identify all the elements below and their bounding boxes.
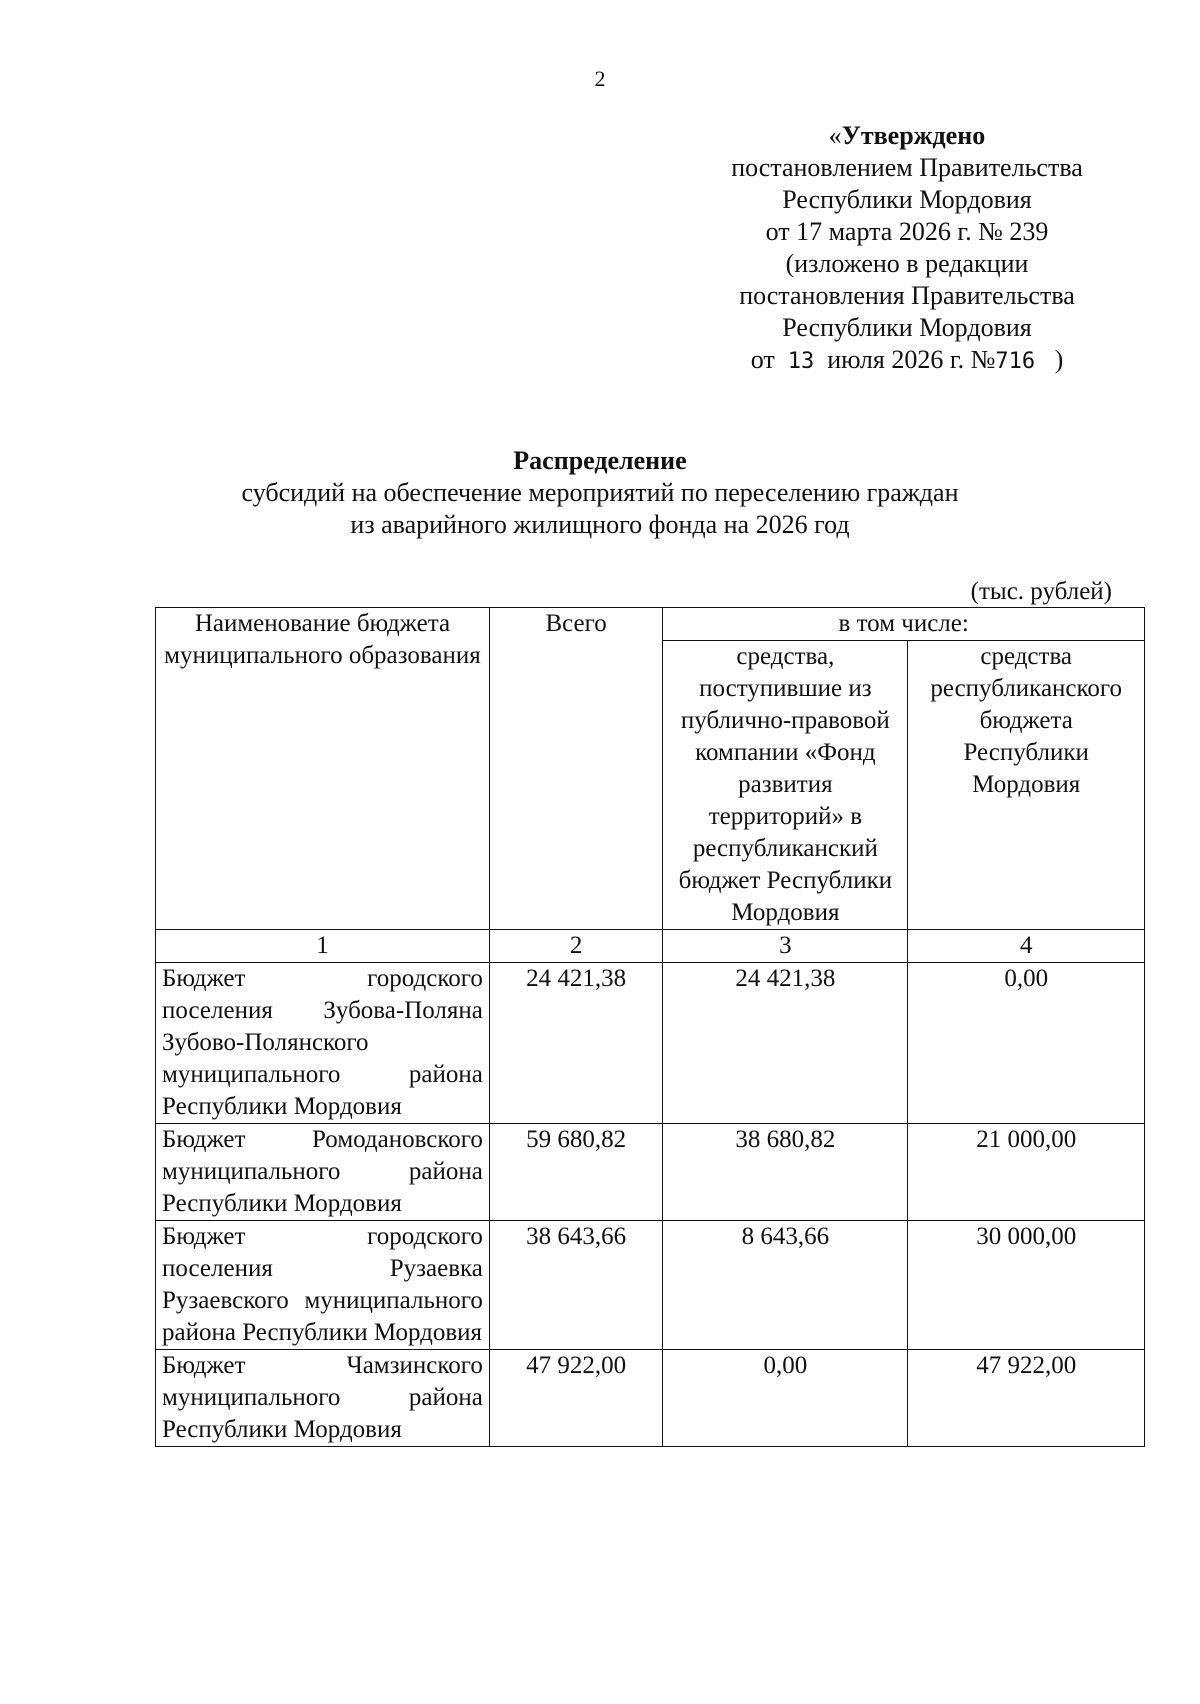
- total-value: 59 680,82: [489, 1124, 662, 1221]
- table-row: [156, 1221, 1145, 1350]
- header-fund: средства, поступившие из публично-правовой компании «Фонд развития территорий» в республиканский бюджет Республики Мордовия: [663, 641, 908, 930]
- budget-name: Бюджет городского поселения Рузаевка Рузаевского муниципального района Республики Мордовия: [156, 1221, 490, 1350]
- title-heading: Распределение: [513, 446, 687, 475]
- header-total: Всего: [489, 608, 662, 930]
- republic-value: 47 922,00: [908, 1350, 1145, 1447]
- table-row: [156, 1124, 1145, 1221]
- fund-value: 38 680,82: [663, 1124, 908, 1221]
- approval-stamp: [700, 120, 1114, 378]
- total-value: 38 643,66: [489, 1221, 662, 1350]
- republic-value: 30 000,00: [908, 1221, 1145, 1350]
- column-number: 1: [156, 930, 490, 963]
- column-number: 4: [908, 930, 1145, 963]
- total-value: 24 421,38: [489, 963, 662, 1124]
- title-line: из аварийного жилищного фонда на 2026 год: [350, 510, 850, 539]
- approval-line: постановлением Правительства: [731, 153, 1083, 182]
- header-including: в том числе:: [663, 608, 1145, 641]
- budget-name: Бюджет Ромодановского муниципального района Республики Мордовия: [156, 1124, 490, 1221]
- approval-number: 716: [995, 349, 1036, 374]
- republic-value: 0,00: [908, 963, 1145, 1124]
- units-label: (тыс. рублей): [970, 578, 1112, 605]
- approval-line: от 13 июля 2026 г. №716 ): [750, 345, 1064, 374]
- approval-day: 13: [787, 349, 815, 374]
- fund-value: 0,00: [663, 1350, 908, 1447]
- republic-value: 21 000,00: [908, 1124, 1145, 1221]
- header-republic: средства республиканского бюджета Республики Мордовия: [908, 641, 1145, 930]
- subsidy-table: [155, 607, 1145, 1447]
- approval-line: от 17 марта 2026 г. № 239: [765, 217, 1049, 246]
- table-row: [156, 963, 1145, 1124]
- approval-title: «Утверждено: [828, 121, 986, 150]
- total-value: 47 922,00: [489, 1350, 662, 1447]
- approval-line: постановления Правительства: [739, 281, 1075, 310]
- approval-line: Республики Мордовия: [782, 185, 1032, 214]
- approval-line: Республики Мордовия: [782, 313, 1032, 342]
- fund-value: 8 643,66: [663, 1221, 908, 1350]
- budget-name: Бюджет Чамзинского муниципального района Республики Мордовия: [156, 1350, 490, 1447]
- header-name: Наименование бюджета муниципального образования: [156, 608, 490, 930]
- fund-value: 24 421,38: [663, 963, 908, 1124]
- approval-line: (изложено в редакции: [785, 249, 1029, 278]
- header-row: [156, 608, 1145, 641]
- title-line: субсидий на обеспечение мероприятий по переселению граждан: [241, 478, 959, 507]
- budget-name: Бюджет городского поселения Зубова-Поляна Зубово-Полянского муниципального района Республики Мордовия: [156, 963, 490, 1124]
- table-row: [156, 1350, 1145, 1447]
- page-number: 2: [594, 66, 606, 91]
- column-number: 2: [489, 930, 662, 963]
- column-number: 3: [663, 930, 908, 963]
- document-title: [0, 445, 1200, 541]
- column-number-row: [156, 930, 1145, 963]
